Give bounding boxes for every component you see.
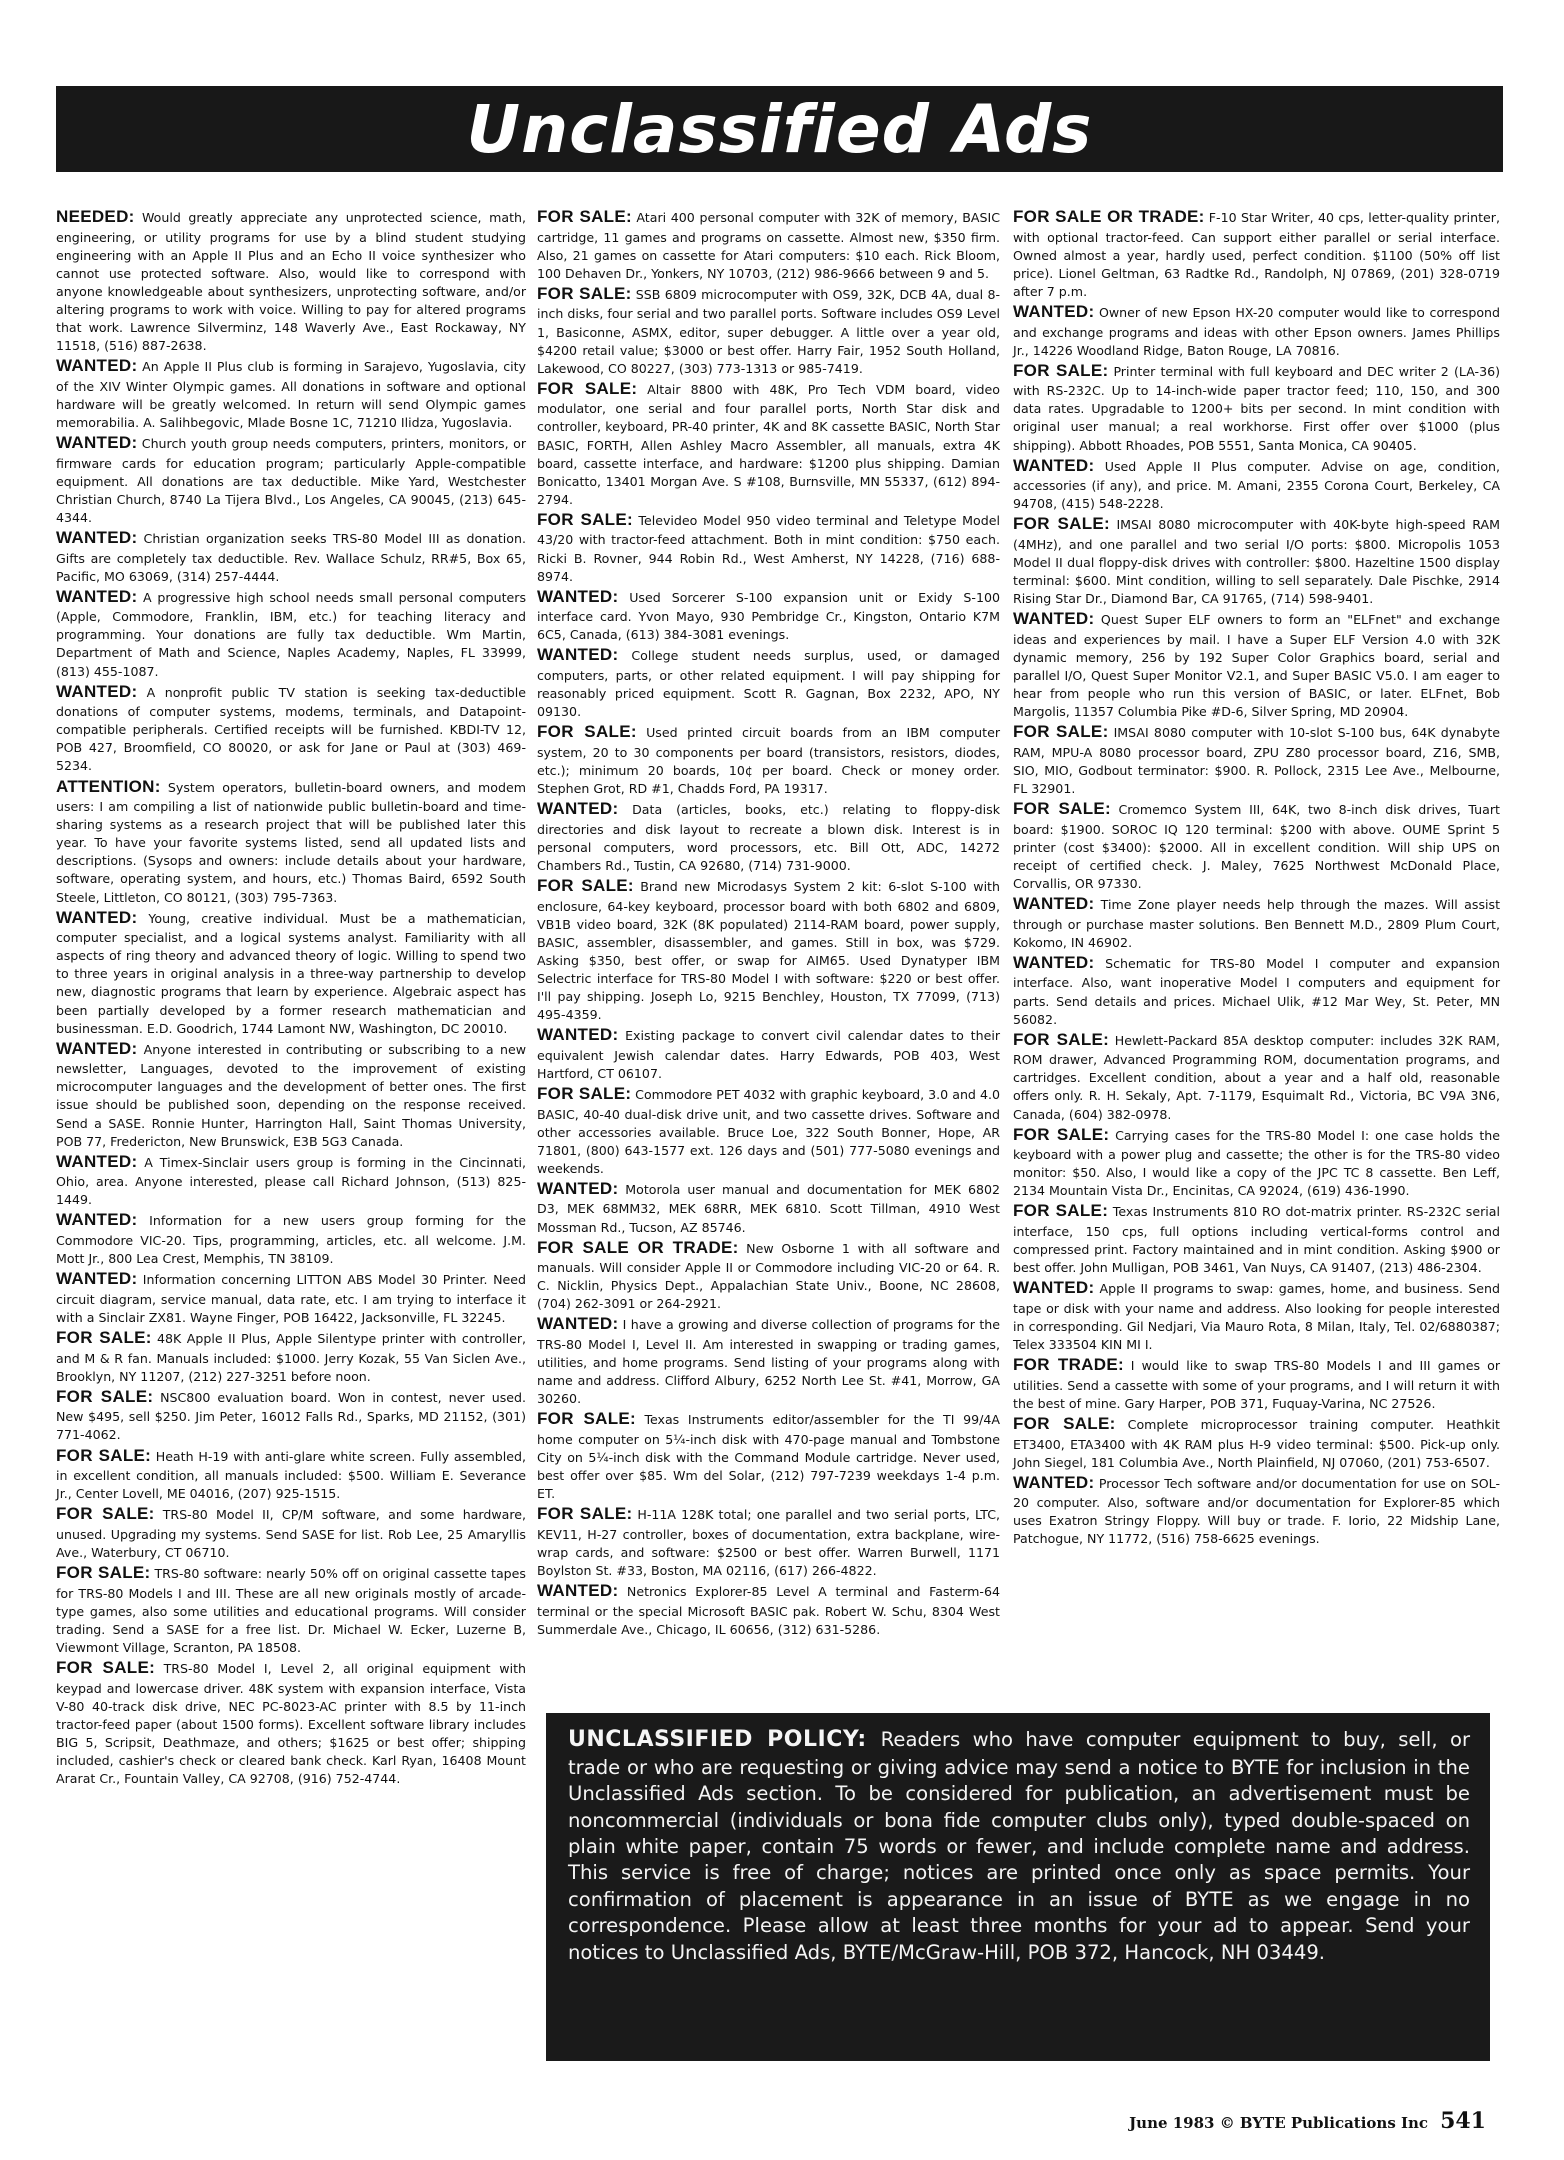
ad-text: I have a growing and diverse collection of programs for the TRS-80 Model I, Level II. Am interested in swapping or trading games, utilities, and home programs. Send listing of your programs along with name and address. Clifford Albury, 6252 North Lee St. #41, Morrow, GA 30260. [537,1317,1000,1407]
classified-ad [56,1657,526,1788]
ad-keyword: WANTED: [56,1269,138,1289]
ad-text: Existing package to convert civil calendar dates to their equivalent Jewish calendar dates. Harry Edwards, POB 403, West Hartford, CT 06107. [537,1028,1000,1081]
ad-text: Commodore PET 4032 with graphic keyboard, 3.0 and 4.0 BASIC, 40-40 dual-disk drive unit, and two cassette drives. Software and other accessories available. Bruce Loe, 322 South Bonner, Hope, AR 71801, (800) 643-1577 ext. 126 days and (501) 777-5080 evenings and weekends. [537,1086,1000,1176]
ad-text: Texas Instruments editor/assembler for the TI 99/4A home computer on 5¼-inch disk with 470-page manual and Tombstone City on 5¼-inch disk with the Command Module cartridge. Never used, best offer over $85. Wm del Solar, (212) 797-7239 weekdays 1-4 p.m. ET. [537,1412,1000,1502]
classified-ad [56,1562,526,1657]
classified-ad [1013,206,1500,301]
ad-text: F-10 Star Writer, 40 cps, letter-quality printer, with optional tractor-feed. Can support either parallel or serial interface. Owned almost a year, hardly used, perfect condition. $1100 (50% off list price). Lionel Geltman, 63 Radtke Rd., Randolph, NJ 07869, (201) 328-0719 after 7 p.m. [1013,210,1500,299]
classified-ad [1013,1124,1500,1201]
ad-text: Owner of new Epson HX-20 computer would like to correspond and exchange programs and ideas with other Epson owners. James Phillips Jr., 14226 Woodland Ridge, Baton Rouge, LA 70816. [1013,304,1500,358]
classified-ad [1013,301,1500,360]
classified-ad [56,907,526,1038]
ad-keyword: WANTED: [1013,952,1095,972]
ad-keyword: WANTED: [56,1151,138,1171]
ad-text: Information concerning LITTON ABS Model 30 Printer. Need circuit diagram, service manual, data rate, etc. I am trying to interface it with a Sinclair ZX81. Wayne Finger, POB 16422, Jacksonville, FL 32245. [56,1272,526,1325]
page-number: 541 [1440,2108,1486,2134]
classified-ad [537,586,1000,645]
ad-text: I would like to swap TRS-80 Models I and III games or utilities. Send a cassette with some of your programs, and I will return it with the best of mine. Gary Harper, POB 371, Fuquay-Varina, NC 27526. [1013,1358,1500,1411]
ad-keyword: FOR SALE: [56,1445,152,1465]
ad-keyword: FOR SALE: [1013,360,1109,380]
ad-text: Motorola user manual and documentation for MEK 6802 D3, MEK 68MM32, MEK 68RR, MEK 6810. Scott Tillman, 4910 West Mossman Rd., Tucson, AZ 85746. [537,1181,1001,1235]
ad-text: Used Sorcerer S-100 expansion unit or Exidy S-100 interface card. Yvon Mayo, 930 Pembridge Cr., Kingston, Ontario K7M 6C5, Canada, (613) 384-3081 evenings. [537,589,1001,643]
classified-ad [1013,798,1500,893]
page-title: Unclassified Ads [466,90,1093,168]
ad-text: IMSAI 8080 computer with 10-slot S-100 bus, 64K dynabyte RAM, MPU-A 8080 processor board, ZPU Z80 processor board, Z16, SMB, SIO, MIO, Godbout terminator: $900. R. Pollock, 2315 Lee Ave., Melbourne, FL 32901. [1013,725,1501,797]
ad-text: H-11A 128K total; one parallel and two serial ports, LTC, KEV11, H-27 controller, boxes of documentation, extra backplane, wire-wrap cards, and software: $2500 or best offer. Warren Burwell, 1171 Boylston St. #33, Boston, MA 02116, (617) 266-4822. [537,1507,1000,1579]
classified-ad [56,1038,526,1151]
ad-text: Anyone interested in contributing or subscribing to a new newsletter, Languages, devoted to the improvement of existing microcomputer languages and the development of better ones. The first issue should be published soon, depending on the response received. Send a SASE. Ronnie Hunter, Harrington Hall, Saint Thomas University, POB 77, Fredericton, New Brunswick, E3B 5G3 Canada. [56,1041,526,1149]
ad-text: Printer terminal with full keyboard and DEC writer 2 (LA-36) with RS-232C. Up to 14-inch-wide paper tractor feed; 110, 150, and 300 data rates. Upgradable to 1200+ bits per second. In mint condition with original user manual; a real workhorse. First offer over $1000 (plus shipping). Abbott Rhoades, POB 5551, Santa Monica, CA 90405. [1013,363,1501,453]
ad-text: TRS-80 software: nearly 50% off on original cassette tapes for TRS-80 Models I and III. These are all new originals mostly of arcade-type games, also some utilities and educational programs. Will consider trading. Send a SASE for a free list. Dr. Michael W. Ecker, Luzerne B, Viewmont Village, Scranton, PA 18508. [56,1566,526,1655]
ad-keyword: WANTED: [1013,609,1095,629]
ad-keyword: WANTED: [537,1025,619,1045]
ad-text: Information for a new users group forming for the Commodore VIC-20. Tips, programming, articles, etc. all welcome. J.M. Mott Jr., 800 Lea Crest, Memphis, TN 38109. [56,1213,527,1267]
ad-keyword: FOR SALE OR TRADE: [1013,207,1205,226]
classified-ad [537,1313,1000,1408]
classified-ad [537,509,1000,586]
ad-text: An Apple II Plus club is forming in Sarajevo, Yugoslavia, city of the XIV Winter Olympic games. All donations in software and optional hardware will be greatly welcomed. In return will send Olympic games memorabilia. A. Salihbegovic, Mlade Bosne 1C, 71210 Ilidza, Yugoslavia. [56,359,527,430]
classified-ad [56,1268,526,1327]
page-footer [1129,2108,1486,2134]
classified-ad [56,776,526,907]
ad-keyword: WANTED: [537,1581,619,1601]
ad-keyword: FOR SALE: [537,1504,633,1524]
ad-keyword: WANTED: [56,433,138,452]
policy-text: Readers who have computer equipment to buy, sell, or trade or who are requesting or giving advice may send a notice to BYTE for inclusion in the Unclassified Ads section. To be considered for publication, an advertisement must be noncommercial (individuals or bona fide computer clubs only), typed double-spaced on plain white paper, contain 75 words or fewer, and include complete name and address. This service is free of charge; notices are printed once only as space permits. Your confirmation of placement is appearance in an issue of BYTE as we engage in no correspondence. Please allow at least three months for your ad to appear. Send your notices to Unclassified Ads, BYTE/McGraw-Hill, POB 372, Hancock, NH 03449. [568,1728,1470,1964]
ad-keyword: WANTED: [56,527,138,547]
ads-column-1 [56,206,526,1788]
ad-text: 48K Apple II Plus, Apple Silentype printer with controller, and M & R fan. Manuals included: $1000. Jerry Kozak, 55 Van Siclen Ave., Brooklyn, NY 11207, (212) 227-3251 before noon. [56,1330,527,1384]
classified-ad [537,206,1000,283]
ad-keyword: WANTED: [537,799,619,819]
ads-column-3 [1013,206,1500,1549]
ad-text: Televideo Model 950 video terminal and Teletype Model 43/20 with tractor-feed attachment. Both in mint condition: $750 each. Ricki B. Rovner, 944 Robin Rd., West Amherst, NY 14228, (716) 688-8974. [537,512,1000,584]
classified-ad [537,644,1000,721]
ad-keyword: FOR SALE: [537,1409,636,1429]
ad-text: Quest Super ELF owners to form an "ELFnet" and exchange ideas and experiences by mail. I have a Super ELF Version 4.0 with 32K dynamic memory, 256 by 192 Super Color Graphics board, serial and parallel I/O, Quest Super Monitor V2.1, and Super BASIC V5.0. I am eager to hear from people who run this version of BASIC, or later. ELFnet, Bob Margolis, 11357 Columbia Pike #D-6, Silver Spring, MD 20904. [1013,612,1500,720]
classified-ad [56,1445,526,1504]
ad-text: New Osborne 1 with all software and manuals. Will consider Apple II or Commodore including VIC-20 or 64. R. C. Nicklin, Physics Dept., Appalachian State Univ., Boone, NC 28608, (704) 262-3091 or 264-2921. [537,1240,1001,1312]
policy-title: UNCLASSIFIED POLICY: [568,1727,867,1752]
classified-ad [56,355,526,432]
classified-ad [537,1580,1000,1639]
ad-text: Schematic for TRS-80 Model I computer and expansion interface. Also, want inoperative Model I computers and equipment for parts. Send details and prices. Michael Ulik, #12 Mar Wey, St. Peter, MN 56082. [1013,955,1501,1027]
ad-keyword: WANTED: [1013,1278,1095,1298]
ad-keyword: WANTED: [537,1314,619,1334]
ad-text: Apple II programs to swap: games, home, and business. Send tape or disk with your name and address. Also looking for people interested in corresponding. Gil Nedjari, Via Mauro Rota, 8 Milan, Italy, Tel. 02/6880387; Telex 333504 KIN MI I. [1013,1281,1501,1353]
classified-ad [537,1083,1000,1178]
ad-text: SSB 6809 microcomputer with OS9, 32K, DCB 4A, dual 8-inch disks, four serial and two parallel ports. Software includes OS9 Level 1, Basiconne, ASMX, editor, super debugger. A little over a year old, $4200 retail value; $3000 or best offer. Harry Fair, 1952 South Holland, Lakewood, CO 80227, (303) 773-1313 or 985-7419. [537,286,1001,376]
classified-ad [56,527,526,586]
classified-ad [56,432,526,527]
classified-ad [1013,360,1500,455]
classified-ad [537,283,1000,378]
ad-keyword: WANTED: [537,1178,619,1198]
ad-keyword: FOR SALE: [537,509,633,529]
ad-text: Young, creative individual. Must be a mathematician, computer specialist, and a logical systems analyst. Familiarity with all aspects of ring theory and advanced theory of logic. Willing to spend two to three years in original analysis in a three-way partnership to develop new, diagnostic programs that learn by experience. Algebraic aspect has been partially developed by a former research mathematician and businessman. E.D. Goodrich, 1744 Lamont NW, Washington, DC 20010. [56,910,526,1036]
classified-ad [537,1024,1000,1083]
classified-ad [1013,1200,1500,1277]
classified-ad [537,875,1000,1024]
ad-text: Would greatly appreciate any unprotected science, math, engineering, or utility programs for use by a blind student studying engineering with an Apple II Plus and an Echo II voice synthesizer who cannot use protected software. Also, would like to correspond with anyone knowledgeable about synthesizers, unprotecting software, and/or altering programs to work with voice. Willing to pay for altered programs that work. Lawrence Silverminz, 148 Waverly Ave., East Rockaway, NY 11518, (516) 887-2638. [56,210,526,354]
ad-keyword: WANTED: [1013,1472,1095,1492]
ad-text: Used printed circuit boards from an IBM computer system, 20 to 30 components per board (transistors, resistors, diodes, etc.); minimum 20 boards, 10¢ per board. Check or money order. Stephen Grot, RD #1, Chadds Ford, PA 19317. [537,725,1001,797]
ad-text: Complete microprocessor training computer. Heathkit ET3400, ETA3400 with 4K RAM plus H-9 video terminal: $500. Pick-up only. John Siegel, 181 Columbia Ave., North Plainfield, NJ 07060, (201) 753-6507. [1013,1416,1500,1470]
ad-keyword: FOR SALE: [1013,1029,1110,1049]
ad-keyword: FOR SALE: [1013,1201,1109,1221]
ad-keyword: WANTED: [56,356,138,376]
ad-keyword: WANTED: [1013,455,1095,475]
ad-text: Netronics Explorer-85 Level A terminal and Fasterm-64 terminal or the special Microsoft BASIC pak. Robert W. Schu, 8304 West Summerdale Ave., Chicago, IL 60656, (312) 631-5286. [537,1584,1001,1637]
ad-text: TRS-80 Model I, Level 2, all original equipment with keypad and lowercase driver. 48K system with expansion interface, Vista V-80 40-track disk drive, NEC PC-8023-AC printer with 8.5 by 11-inch tractor-feed paper (about 1500 forms). Excellent software library includes BIG 5, Scripsit, Deathmaze, and others; $1625 or best offer; shipping included, cashier's check or cleared bank check. Karl Ryan, 16408 Mount Ararat Cr., Fountain Valley, CA 92708, (916) 752-4744. [56,1660,527,1786]
ad-text: Brand new Microdasys System 2 kit: 6-slot S-100 with enclosure, 64-key keyboard, processor board with both 6802 and 6809, VB1B video board, 32K (8K populated) 2114-RAM board, power supply, BASIC, assembler, disassembler, and games. Still in box, was $729. Asking $350, best offer, or swap for AIM65. Used Dynatyper IBM Selectric interface for TRS-80 Model I with software: $220 or best offer. I'll pay shipping. Joseph Lo, 9215 Benchley, Houston, TX 77099, (713) 495-4359. [537,878,1000,1023]
classified-ad [1013,1413,1500,1472]
classified-ad [1013,608,1500,721]
ad-text: Heath H-19 with anti-glare white screen. Fully assembled, in excellent condition, all manuals included: $500. William E. Severance Jr., Center Lovell, ME 04016, (207) 925-1515. [56,1448,526,1502]
ad-keyword: WANTED: [537,645,619,665]
classified-ad [537,1237,1000,1314]
classified-ad [1013,1029,1500,1124]
classified-ad [56,586,526,681]
ad-keyword: WANTED: [56,907,138,927]
classified-ad [537,1503,1000,1580]
ad-keyword: FOR SALE: [1013,514,1110,534]
classified-ad [1013,1472,1500,1549]
classified-ad [1013,893,1500,952]
ads-column-2 [537,206,1000,1639]
ad-text: Used Apple II Plus computer. Advise on age, condition, accessories (if any), and price. M. Amani, 2355 Corona Court, Berkeley, CA 94708, (415) 548-2228. [1013,458,1501,512]
ad-text: Time Zone player needs help through the mazes. Will assist through or purchase master solutions. Ben Bennett M.D., 2809 Plum Court, Kokomo, IN 46902. [1013,897,1501,950]
ad-text: A Timex-Sinclair users group is forming in the Cincinnati, Ohio, area. Anyone interested, please call Richard Johnson, (513) 825-1449. [56,1154,527,1208]
ad-text: Processor Tech software and/or documentation for use on SOL-20 computer. Also, software and/or documentation for Explorer-85 which uses Exatron Stringy Floppy. Will buy or trade. F. Iorio, 22 Midship Lane, Patchogue, NY 11772, (516) 758-6625 evenings. [1013,1475,1500,1547]
classified-ad [1013,513,1500,608]
classified-ad [1013,721,1500,798]
ad-keyword: WANTED: [56,1038,138,1058]
footer-credit: June 1983 © BYTE Publications Inc [1129,2114,1429,2132]
ad-keyword: WANTED: [1013,301,1095,321]
ad-keyword: FOR SALE: [537,1083,632,1103]
ad-keyword: FOR SALE: [1013,799,1111,819]
ad-text: Altair 8800 with 48K, Pro Tech VDM board, video modulator, one serial and four parallel ports, North Star disk and controller, keyboard, PR-40 printer, 4K and 8K cassette BASIC, North Star BASIC, FORTH, Allen Ashley Macro Assembler, all manuals, extra 4K board, cassette interface, and hardware: $1200 plus shipping. Damian Bonicatto, 13401 Morgan Ave. S #108, Burnsville, MN 55337, (612) 894-2794. [537,381,1001,507]
ad-keyword: FOR SALE: [56,1657,156,1677]
ad-keyword: FOR SALE: [56,1563,151,1583]
classified-ad [56,1327,526,1386]
ad-keyword: WANTED: [56,681,138,701]
classified-ad [56,1386,526,1445]
ad-text: A nonprofit public TV station is seeking tax-deductible donations of computer systems, modems, terminals, and Datapoint-compatible peripherals. Certified receipts will be furnished. KBDI-TV 12, POB 427, Broomfield, CO 80020, or ask for Jane or Paul at (303) 469-5234. [56,684,526,774]
classified-ad [56,1209,526,1268]
page-banner [56,86,1503,172]
classified-ad [537,1408,1000,1503]
ad-text: IMSAI 8080 microcomputer with 40K-byte high-speed RAM (4MHz), and one parallel and two serial I/O ports: $800. Micropolis 1053 Model II dual floppy-disk drives with controller: $800. Hazeltine 1500 display terminal: $600. Mint condition, willing to sell separately. Dale Pischke, 2914 Rising Star Dr., Diamond Bar, CA 91765, (714) 598-9401. [1013,517,1500,607]
ad-keyword: FOR SALE: [56,1327,152,1347]
ad-text: College student needs surplus, used, or damaged computers, parts, or other related equipment. I will pay shipping for reasonably priced equipment. Scott R. Gagnan, Box 2232, APO, NY 09130. [537,648,1000,720]
ad-keyword: WANTED: [537,586,619,606]
ad-text: Cromemco System III, 64K, two 8-inch disk drives, Tuart board: $1900. SOROC IQ 120 terminal: $200 with above. OUME Sprint 5 printer (cost $3400): $2000. All in excellent condition. Will ship UPS on receipt of certified check. J. Maley, 7625 Northwest McDonald Place, Corvallis, OR 97330. [1013,802,1500,891]
ad-text: Hewlett-Packard 85A desktop computer: includes 32K RAM, ROM drawer, Advanced Programming ROM, documentation programs, and cartridges. Excellent condition, about a year and a half old, reasonable offers only. R. H. Sekaly, Apt. 7-1179, Esquimalt Rd., Victoria, BC V9A 3N6, Canada, (604) 382-0978. [1013,1032,1501,1122]
ad-text: Texas Instruments 810 RO dot-matrix printer. RS-232C serial interface, 150 cps, full options including vertical-forms control and compressed print. Factory maintained and in mint condition. Asking $900 or best offer. John Mulligan, POB 3461, Van Nuys, CA 91407, (213) 486-2304. [1013,1204,1500,1276]
classified-ad [537,378,1000,509]
ad-keyword: FOR SALE: [1013,1413,1116,1433]
ad-text: Atari 400 personal computer with 32K of memory, BASIC cartridge, 11 games and programs on cassette. Almost new, $350 firm. Also, 21 games on cassette for Atari computers: $10 each. Rick Bloom, 100 Dehaven Dr., Yonkers, NY 10703, (212) 986-9666 between 9 and 5. [537,210,1001,281]
ad-keyword: FOR SALE: [1013,1124,1110,1144]
ad-keyword: ATTENTION: [56,776,161,796]
ad-text: System operators, bulletin-board owners, and modem users: I am compiling a list of nationwide public bulletin-board and time-sharing systems as a research project that will be published later this year. To have your favorite systems listed, send all updated lists and descriptions. (Sysops and owners: include details about your hardware, software, operating system, and hours, etc.) Thomas Baird, 6592 South Steele, Littleton, CO 80121, (303) 795-7363. [56,779,526,905]
ad-keyword: FOR SALE: [56,1504,155,1524]
classified-ad [537,798,1000,875]
ad-text: TRS-80 Model II, CP/M software, and some hardware, unused. Upgrading my systems. Send SASE for list. Rob Lee, 25 Amaryllis Ave., Waterbury, CT 06710. [56,1507,527,1560]
policy-box [546,1713,1490,2061]
classified-ad [1013,1277,1500,1354]
classified-ad [56,1151,526,1210]
ad-text: NSC800 evaluation board. Won in contest, never used. New $495, sell $250. Jim Peter, 16012 Falls Rd., Sparks, MD 21152, (301) 771-4062. [56,1389,527,1443]
classified-ad [56,681,526,776]
classified-ad [56,1503,526,1562]
ad-keyword: FOR SALE: [537,207,632,226]
ad-keyword: FOR TRADE: [1013,1355,1124,1375]
ad-keyword: WANTED: [1013,894,1095,914]
ad-keyword: FOR SALE: [537,283,632,303]
ad-keyword: NEEDED: [56,207,135,226]
ad-text: Data (articles, books, etc.) relating to floppy-disk directories and disk layout to recreate a blown disk. Interest is in personal computers, word processors, etc. Bill Ott, ADC, 14272 Chambers Rd., Tustin, CA 92680, (714) 731-9000. [537,802,1000,873]
ad-keyword: FOR SALE: [56,1386,154,1406]
classified-ad [56,206,526,355]
classified-ad [1013,455,1500,514]
ad-keyword: FOR SALE OR TRADE: [537,1237,739,1257]
ad-text: Church youth group needs computers, printers, monitors, or firmware cards for education program; particularly Apple-compatible equipment. All donations are tax deductible. Mike Yard, Westchester Christian Church, 8740 La Tijera Blvd., Los Angeles, CA 90045, (213) 645-4344. [56,436,527,525]
ad-keyword: WANTED: [56,586,138,606]
ad-keyword: FOR SALE: [537,875,634,895]
ad-keyword: FOR SALE: [537,722,637,742]
ad-keyword: FOR SALE: [537,378,638,398]
ad-text: A progressive high school needs small personal computers (Apple, Commodore, Franklin, IBM, etc.) for teaching literacy and programming. Your donations are fully tax deductible. Wm Martin, Department of Math and Science, Naples Academy, Naples, FL 33999, (813) 455-1087. [56,589,527,679]
classified-ad [1013,952,1500,1029]
ad-text: Carrying cases for the TRS-80 Model I: one case holds the keyboard with a power plug and cassette; the other is for the TRS-80 video monitor: $50. Also, I would like a copy of the JPC TC 8 cassette. Ben Leff, 2134 Mountain Vista Dr., Encinitas, CA 92024, (619) 436-1990. [1013,1127,1500,1199]
ad-keyword: FOR SALE: [1013,722,1109,742]
ad-keyword: WANTED: [56,1210,138,1230]
ad-text: Christian organization seeks TRS-80 Model III as donation. Gifts are completely tax deductible. Rev. Wallace Schulz, RR#5, Box 65, Pacific, MO 63069, (314) 257-4444. [56,530,526,584]
classified-ad [537,721,1000,798]
classified-ad [1013,1354,1500,1413]
classified-ad [537,1178,1000,1237]
